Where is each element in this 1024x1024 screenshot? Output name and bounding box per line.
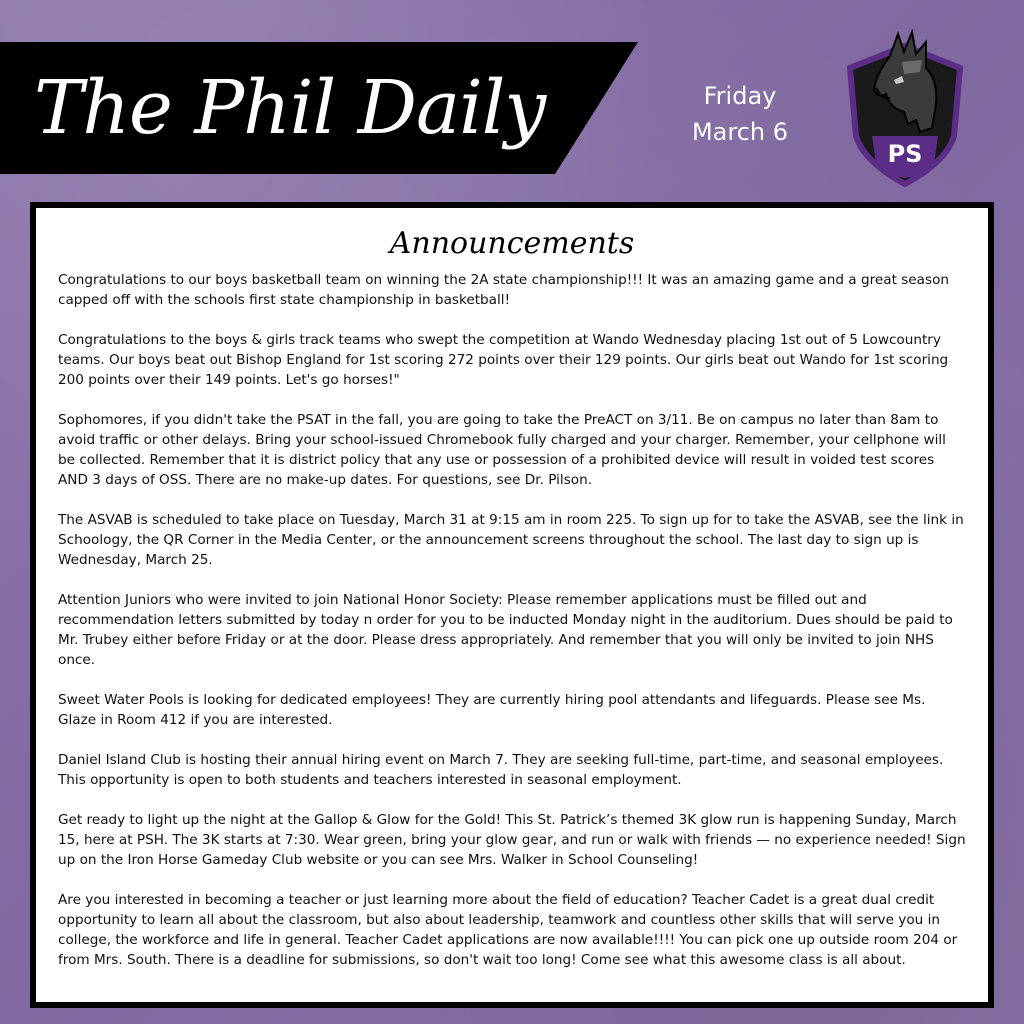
date-block xyxy=(660,78,820,150)
date-day: Friday xyxy=(703,82,777,110)
announcement-item: Sweet Water Pools is looking for dedicated employees! They are currently hiring pool attendants and lifeguards. Please see Ms. Glaze in Room 412 if you are interested. xyxy=(58,692,926,728)
announcement-item: Sophomores, if you didn't take the PSAT in the fall, you are going to take the PreACT on 3/11. Be on campus no later than 8am to avoid traffic or other delays. Bring your school-issued Chromebook fully charged and your charger. Remember, your cellphone will be collected. Remember that it is district policy that any use or possession of a prohibited device will result in voided test scores AND 3 days of OSS. There are no make-up dates. For questions, see Dr. Pilson. xyxy=(58,412,946,488)
announcement-item: Congratulations to the boys & girls track teams who swept the competition at Wando Wednesday placing 1st out of 5 Lowcountry teams. Our boys beat out Bishop England for 1st scoring 272 points over their 129 points. Our girls beat out Wando for 1st scoring 200 points over their 149 points. Let's go horses!" xyxy=(58,332,949,388)
horse-logo-icon xyxy=(842,28,968,188)
announcements-panel xyxy=(30,202,994,1008)
announcement-item: Attention Juniors who were invited to join National Honor Society: Please remember applications must be filled out and recommendation letters submitted by today n order for you to be inducted Monday night in the auditorium. Dues should be paid to Mr. Trubey either before Friday or at the door. Please dress appropriately. And remember that you will only be invited to join NHS once. xyxy=(58,592,953,668)
date-text: March 6 xyxy=(691,118,789,146)
page-title: The Phil Daily xyxy=(34,65,546,151)
announcement-item: Daniel Island Club is hosting their annual hiring event on March 7. They are seeking full-time, part-time, and seasonal employees. This opportunity is open to both students and teachers interested in seasonal employment. xyxy=(58,752,944,788)
announcement-item: Get ready to light up the night at the Gallop & Glow for the Gold! This St. Patrick’s themed 3K glow run is happening Sunday, March 15, here at PSH. The 3K starts at 7:30. Wear green, bring your glow gear, and run or walk with friends — no experience needed! Sign up on the Iron Horse Gameday Club website or you can see Mrs. Walker in School Counseling! xyxy=(58,812,966,868)
announcement-item: Congratulations to our boys basketball team on winning the 2A state championship!!! It was an amazing game and a great season capped off with the schools first state championship in basketball! xyxy=(58,272,950,308)
announcements-heading: Announcements xyxy=(389,226,635,261)
announcement-item: Are you interested in becoming a teacher or just learning more about the field of education? Teacher Cadet is a great dual credit opportunity to learn all about the classroom, but also about leadership, teamwork and countless other skills that will serve you in college, the workforce and life in general. Teacher Cadet applications are now available!!!! You can pick one up outside room 204 or from Mrs. South. There is a deadline for submissions, so don't wait too long! Come see what this awesome class is all about. xyxy=(58,892,958,968)
announcement-item: The ASVAB is scheduled to take place on Tuesday, March 31 at 9:15 am in room 225. To sign up for to take the ASVAB, see the link in Schoology, the QR Corner in the Media Center, or the announcement screens throughout the school. The last day to sign up is Wednesday, March 25. xyxy=(58,512,964,568)
logo-text: PS xyxy=(887,140,923,168)
